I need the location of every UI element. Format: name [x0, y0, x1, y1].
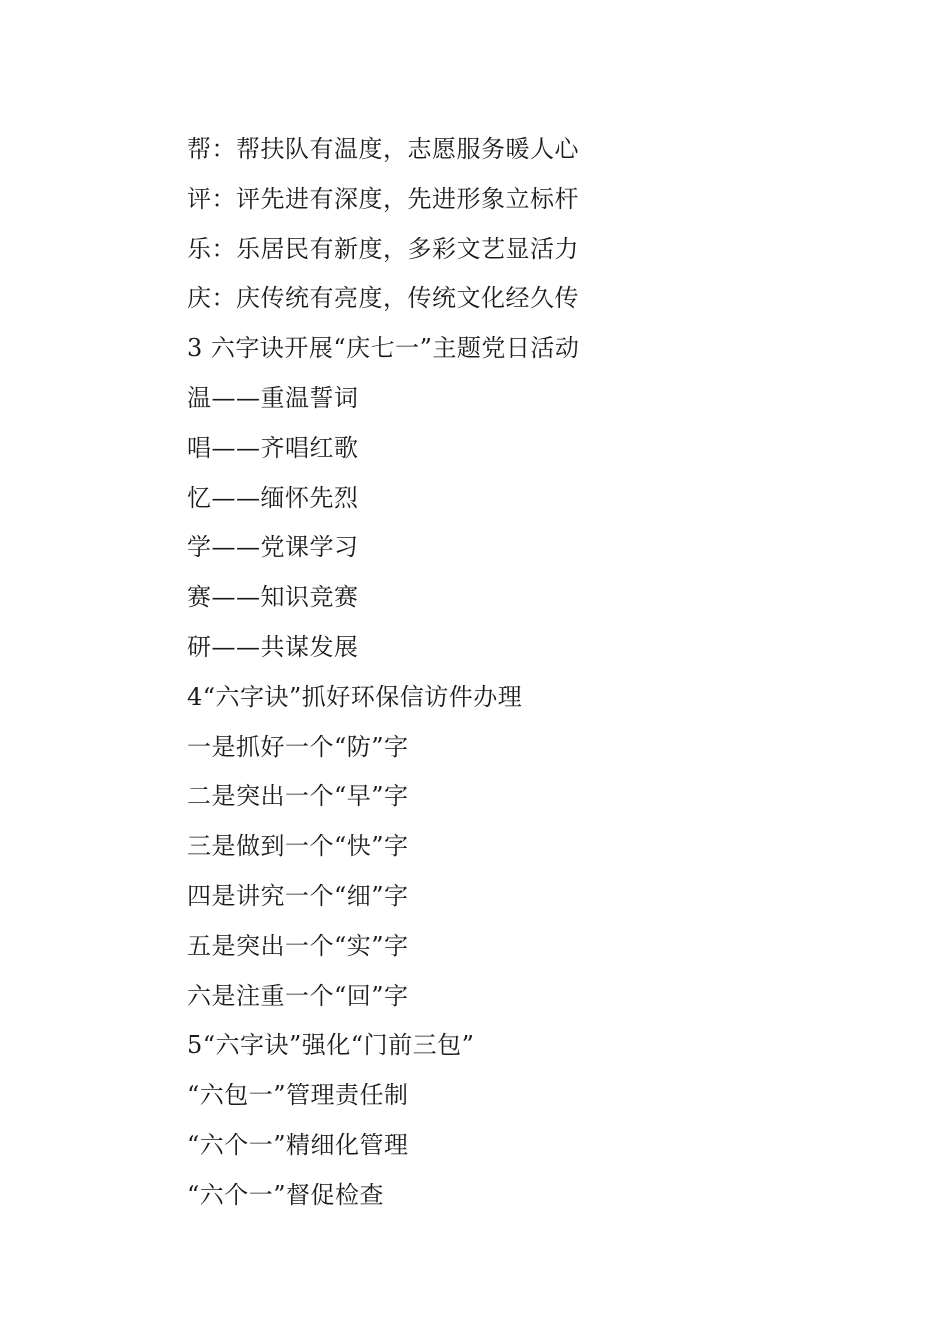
text-line: 庆：庆传统有亮度，传统文化经久传	[187, 284, 579, 313]
text-line: 研——共谋发展	[187, 632, 359, 661]
text-line: 帮：帮扶队有温度，志愿服务暖人心	[187, 135, 579, 163]
text-line: 温——重温誓词	[187, 383, 359, 412]
text-line: 六是注重一个“回”字	[187, 981, 409, 1010]
text-line: 二是突出一个“早”字	[187, 782, 409, 811]
text-line: 唱——齐唱红歌	[187, 433, 359, 462]
section-heading: 5“六字诀”强化“门前三包”	[187, 1031, 475, 1060]
text-line: 学——党课学习	[187, 533, 359, 562]
text-line: 四是讲究一个“细”字	[187, 881, 409, 910]
text-line: 评：评先进有深度，先进形象立标杆	[187, 184, 579, 213]
text-line: 赛——知识竞赛	[187, 583, 359, 612]
text-line: 乐：乐居民有新度，多彩文艺显活力	[187, 234, 579, 263]
text-line: “六包一”管理责任制	[187, 1081, 409, 1110]
text-line: 忆——缅怀先烈	[187, 483, 359, 512]
document-body	[187, 130, 887, 1226]
text-line: 五是突出一个“实”字	[187, 931, 409, 960]
text-line: 三是做到一个“快”字	[187, 832, 409, 861]
text-line: 一是抓好一个“防”字	[187, 732, 409, 761]
section-heading: 4“六字诀”抓好环保信访件办理	[187, 682, 523, 711]
text-line: “六个一”督促检查	[187, 1180, 385, 1209]
text-line: “六个一”精细化管理	[187, 1130, 409, 1159]
section-heading: 3 六字诀开展“庆七一”主题党日活动	[187, 334, 580, 363]
